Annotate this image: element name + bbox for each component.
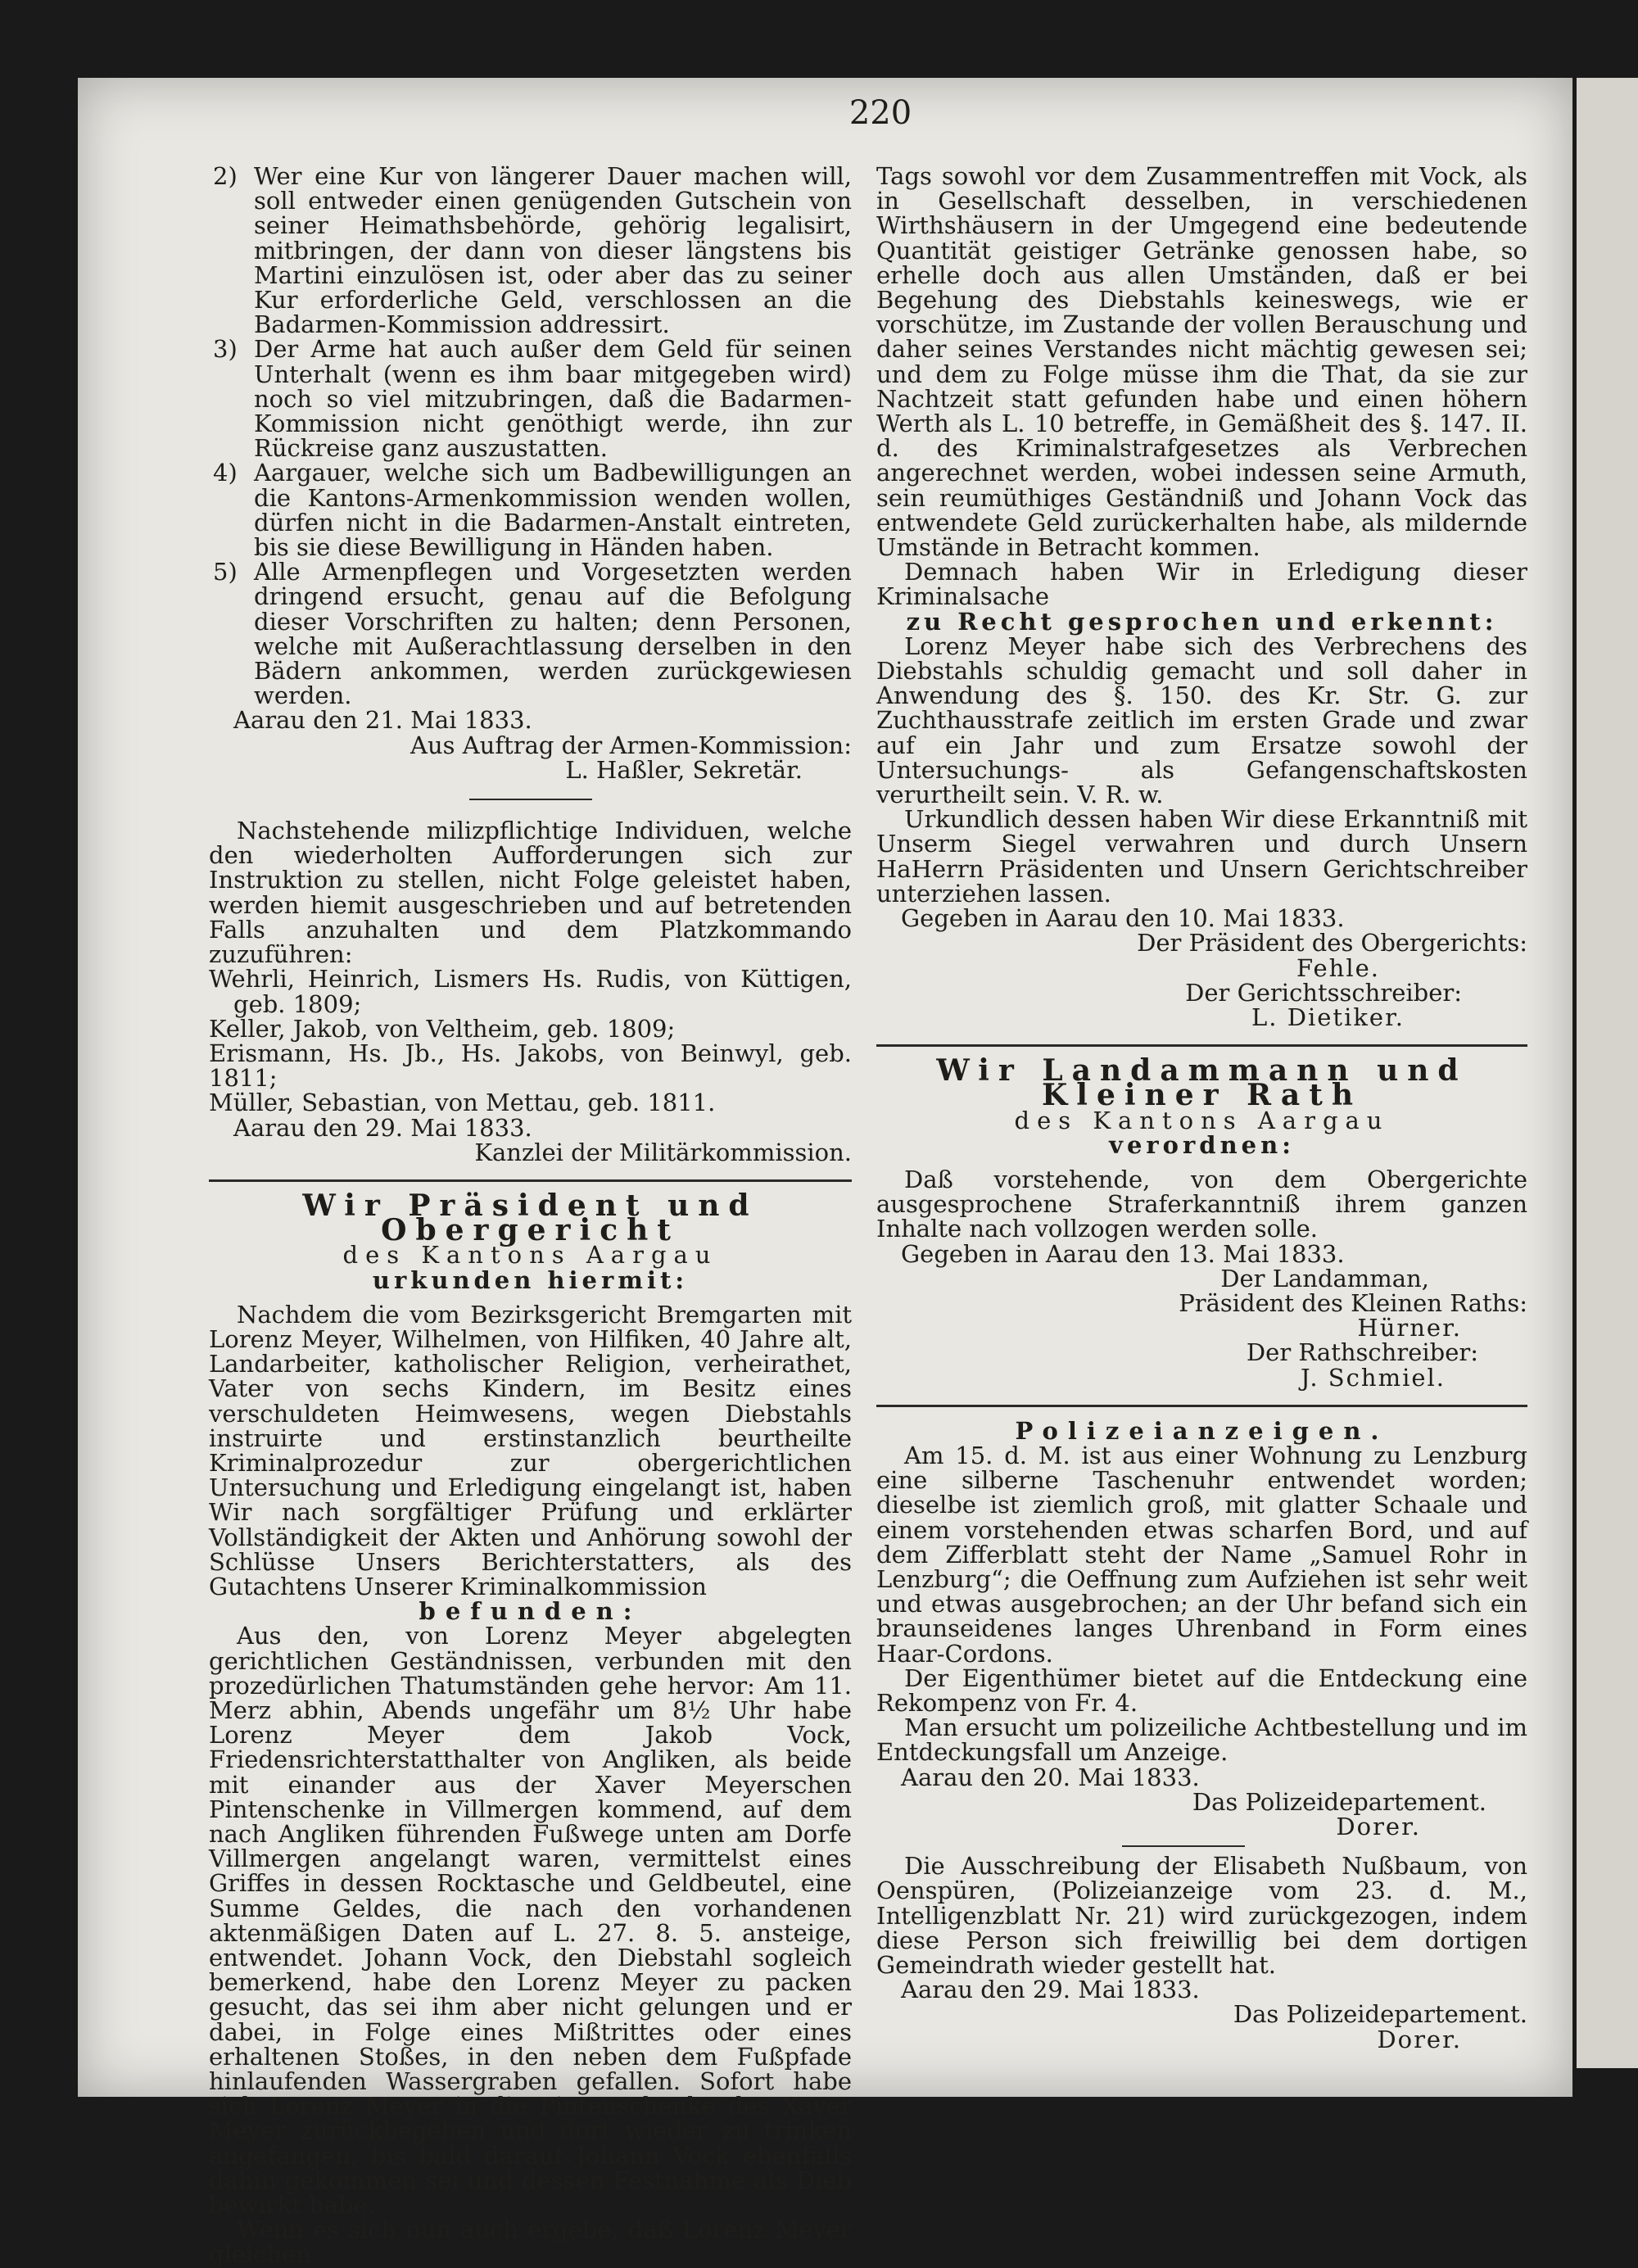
signature-name: Dorer. (1377, 2025, 1462, 2053)
police-notice-text: Der Eigenthümer bietet auf die Entdeckung eine Rekompenz von Fr. 4. (876, 1664, 1527, 1717)
dateline: Aarau den 20. Mai 1833. (901, 1763, 1200, 1791)
right-column (876, 164, 1527, 2052)
item-number: 2) (213, 162, 238, 190)
separator (1122, 1845, 1245, 1847)
list-item: Erismann, Hs. Jb., Hs. Jakobs, von Beinwyl, geb. 1811; (209, 1039, 852, 1093)
signature-line: Aus Auftrag der Armen-Kommission: (410, 731, 852, 759)
left-column (209, 164, 852, 2267)
police-notice-text: Am 15. d. M. ist aus einer Wohnung zu Lenzburg eine silberne Taschenuhr entwendet worden; dieselbe ist ziemlich groß, mit glatter Schaale und einem vorstehenden etwas scharfen Bord, und auf dem Zifferblatt steht der Name „Samuel Rohr in Lenzburg“; die Oeffnung zum Aufziehen ist sehr weit und etwas ausgebrochen; an der Uhr befand sich ein braunseidenes langes Uhrenband in Form eines Haar-Cordons. (876, 1441, 1527, 1668)
police-notice-text: Die Ausschreibung der Elisabeth Nußbaum, von Oenspüren, (Polizeianzeige vom 23. d. M., Intelligenzblatt Nr. 21) wird zurückgezogen, indem diese Person sich freiwillig bei dem dortigen Gemeindrath wieder gestellt hat. (876, 1852, 1527, 1980)
signature-line: Präsident des Kleinen Raths: (1179, 1288, 1527, 1317)
item-number: 5) (213, 558, 238, 586)
item-text: Aargauer, welche sich um Badbewilligungen an die Kantons-Armenkommission wenden wollen, dürfen nicht in die Badarmen-Anstalt eintreten, bis sie diese Bewilligung in Händen haben. (254, 459, 852, 562)
signature-name: L. Haßler, Sekretär. (565, 755, 803, 784)
dateline: Aarau den 29. Mai 1833. (233, 1113, 532, 1142)
signature-line: Der Gerichtsschreiber: (1185, 978, 1462, 1007)
signature-name: L. Dietiker. (1251, 1003, 1405, 1031)
signature-name: J. Schmiel. (1300, 1363, 1446, 1392)
separator (469, 799, 592, 800)
list-item (209, 559, 852, 708)
signature-line: Das Polizeidepartement. (1192, 1787, 1486, 1816)
list-item (209, 335, 852, 463)
signature-name: Hürner. (1357, 1314, 1462, 1342)
dateline: Aarau den 21. Mai 1833. (233, 706, 532, 735)
dateline: Gegeben in Aarau den 13. Mai 1833. (901, 1239, 1345, 1268)
separator (876, 1044, 1527, 1047)
court-text: Tags sowohl vor dem Zusammentreffen mit Vock, als in Gesellschaft desselben, in verschiedenen Wirthshäusern in der Umgegend eine bedeutende Quantität geistiger Getränke genossen habe, so erhelle doch aus allen Umständen, daß er bei Begehung des Diebstahls keineswegs, wie er vorschütze, im Zustande der vollen Berauschung und daher seines Verstandes nicht mächtig gewesen sei; und dem zu Folge müsse ihm die That, da sie zur Nachtzeit statt gefunden habe und einen höhern Werth als L. 10 betreffe, in Gemäßheit des §. 147. II. d. des Kriminalstrafgesetzes als Verbrechen angerechnet werden, wobei indessen seine Armuth, sein reumüthiges Geständniß und Johann Vock das entwendete Geld zurückerhalten habe, als mildernde Umstände in Betracht kommen. (876, 162, 1527, 562)
item-number: 4) (213, 459, 238, 487)
separator (876, 1405, 1527, 1407)
dateline: Aarau den 29. Mai 1833. (901, 1976, 1200, 2004)
separator (209, 1179, 852, 1182)
list-item: Wehrli, Heinrich, Lismers Hs. Rudis, von Küttigen, geb. 1809; (209, 965, 852, 1018)
item-text: Alle Armenpflegen und Vorgesetzten werden dringend ersucht, genau auf die Befolgung dieser Vorschriften zu halten; denn Personen, welche mit Außerachtlassung derselben in den Bädern ankommen, werden zurückgewiesen werden. (254, 558, 852, 710)
section-title: Wir Landammann und Kleiner Rath (936, 1053, 1468, 1113)
list-item: Müller, Sebastian, von Mettau, geb. 1811. (209, 1089, 716, 1117)
council-text: Daß vorstehende, von dem Obergerichte ausgesprochene Straferkanntniß ihrem ganzen Inhalte nach vollzogen werden solle. (876, 1165, 1527, 1243)
section-subtitle: verordnen: (1109, 1130, 1295, 1159)
list-item (209, 164, 852, 337)
list-item: Keller, Jakob, von Veltheim, geb. 1809; (209, 1014, 676, 1043)
police-notice-text: Man ersucht um polizeiliche Achtbestellung und im Entdeckungsfall um Anzeige. (876, 1713, 1527, 1767)
item-text: Der Arme hat auch außer dem Geld für seinen Unterhalt (wenn es ihm baar mitgegeben wird) noch so viel mitzubringen, daß die Badarmen-Kommission nicht genöthigt werde, ihn zur Rückreise ganz auszustatten. (254, 335, 852, 463)
signature-line: Der Rathschreiber: (1246, 1338, 1478, 1367)
section-title: Wir Präsident und Obergericht (302, 1188, 758, 1248)
item-number: 3) (213, 335, 238, 364)
section-heading: befunden: (419, 1597, 642, 1626)
item-text: Wer eine Kur von längerer Dauer machen will, soll entweder einen genügenden Gutschein von seiner Heimathsbehörde, gehörig legalisirt, mitbringen, der dann von dieser längstens bis Martini einzulösen ist, oder aber das zu seiner Kur erforderliche Geld, verschlossen an die Badarmen-Kommission addressirt. (254, 162, 852, 339)
court-text: Wenn es sich nun auch ergebe, daß Lorenz Meyer gleichen (209, 2216, 852, 2268)
court-text: Nachdem die vom Bezirksgericht Bremgarten mit Lorenz Meyer, Wilhelmen, von Hilfiken, 40 Jahre alt, Landarbeiter, katholischer Religion, verheirathet, Vater von sechs Kindern, im Besitz eines verschuldeten Heimwesens, wegen Diebstahls instruirte und erstinstanzlich beurtheilte Kriminalprozedur zur obergerichtlichen Untersuchung und Erledigung eingelangt ist, haben Wir nach sorgfältiger Prüfung und erklärter Vollständigkeit der Akten und Anhörung sowohl der Schlüsse Unsers Berichterstatters, als des Gutachtens Unserer Kriminalkommission (209, 1300, 852, 1600)
court-text: Urkundlich dessen haben Wir diese Erkanntniß mit Unserm Siegel verwahren und durch Unsern HaHerrn Präsidenten und Unsern Gerichtschreiber unterziehen lassen. (876, 805, 1527, 908)
list-item (209, 459, 852, 562)
signature-line: Kanzlei der Militärkommission. (474, 1138, 852, 1166)
section-subtitle: des Kantons Aargau (1014, 1106, 1390, 1134)
signature-line: Der Präsident des Obergerichts: (1137, 929, 1527, 957)
section-subtitle: des Kantons Aargau (342, 1241, 718, 1270)
military-notice-text: Nachstehende milizpflichtige Individuen, welche den wiederholten Aufforderungen sich zur Instruktion zu stellen, nicht Folge geleistet haben, werden hiemit ausgeschrieben und auf betretenden Falls anzuhalten und dem Platzkommando zuzuführen: (209, 817, 852, 969)
signature-line: Der Landamman, (1220, 1264, 1429, 1292)
signature-name: Fehle. (1296, 953, 1380, 982)
court-text: Demnach haben Wir in Erledigung dieser Kriminalsache (876, 558, 1527, 611)
section-heading: zu Recht gesprochen und erkennt: (906, 607, 1498, 636)
page-number: 220 (848, 94, 912, 132)
dateline: Gegeben in Aarau den 10. Mai 1833. (901, 904, 1345, 933)
section-subtitle: urkunden hiermit: (372, 1265, 689, 1294)
section-title: Polizeianzeigen. (1015, 1416, 1389, 1445)
signature-line: Das Polizeidepartement. (1233, 2000, 1527, 2029)
signature-name: Dorer. (1336, 1813, 1421, 1840)
next-page-edge (1577, 78, 1638, 2068)
court-text: Aus den, von Lorenz Meyer abgelegten gerichtlichen Geständnissen, verbunden mit den prozedürlichen Thatumständen gehe hervor: Am 11. Merz abhin, Abends ungefähr um 8½ Uhr habe Lorenz Meyer dem Jakob Vock, Friedensrichterstatthalter von Angliken, als beide mit einander aus der Xaver Meyerschen Pintenschenke in Villmergen kommend, auf dem nach Angliken führenden Fußwege unten am Dorfe Villmergen angelangt waren, vermittelst eines Griffes in dessen Rocktasche und Geldbeutel, eine Summe Geldes, die nach den vorhandenen aktenmäßigen Daten auf L. 27. 8. 5. ansteige, entwendet. Johann Vock, den Diebstahl sogleich bemerkend, habe den Lorenz Meyer zu packen gesucht, das sei ihm aber nicht gelungen und er dabei, in Folge eines Mißtrittes oder eines erhaltenen Stoßes, in den neben dem Fußpfade hinlaufenden Wassergraben gefallen. Sofort habe sich Lorenz Meyer in die Pintenschenke des Xaver Meyer zurückbegeben und dort wieder zu trinken angefangen, bis bald darauf Johann Vock ebenfalls dahin gekommen sei und dessen Festnahme als Dieb bewirkt habe. (209, 1622, 852, 2220)
court-verdict: Lorenz Meyer habe sich des Verbrechens des Diebstahls schuldig gemacht und soll daher in Anwendung des §. 150. des Kr. Str. G. zur Zuchthausstrafe zeitlich im ersten Grade und zwar auf ein Jahr und zum Ersatze sowohl der Untersuchungs- als Gefangenschaftskosten verurtheilt sein. V. R. w. (876, 632, 1527, 809)
